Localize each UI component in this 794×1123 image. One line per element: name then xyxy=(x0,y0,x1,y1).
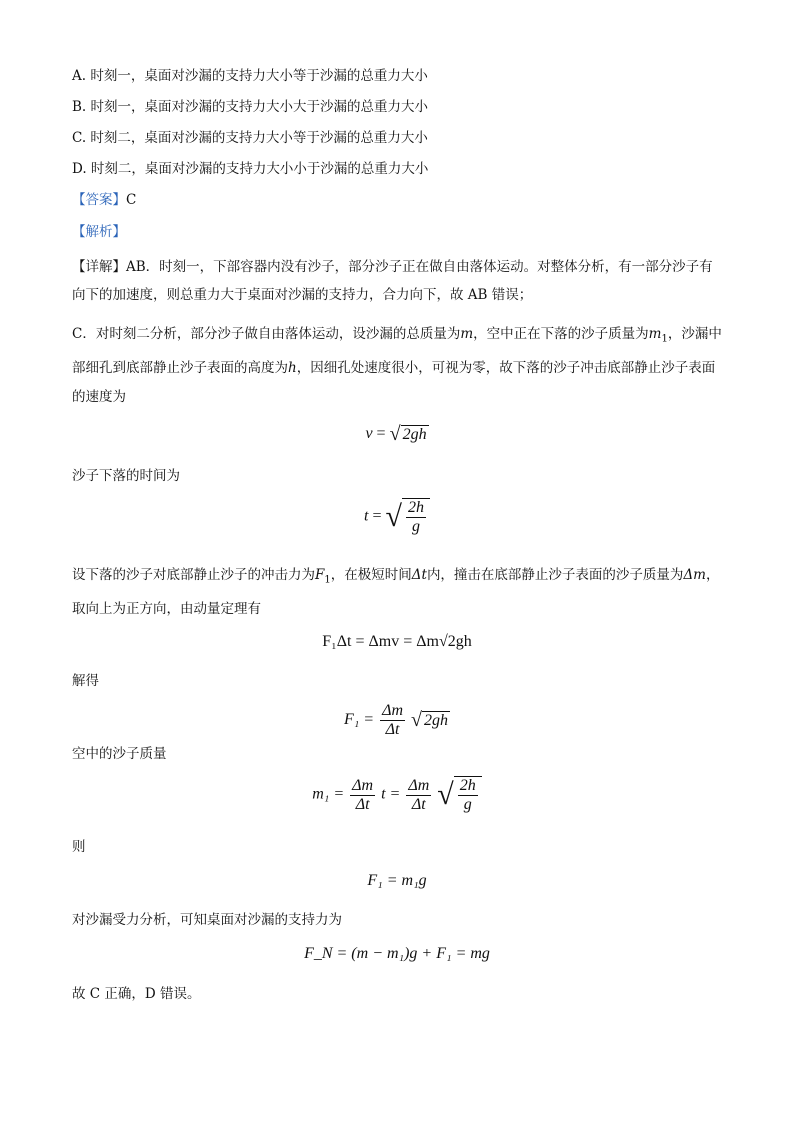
impact-text-2: ，在极短时间 xyxy=(330,567,412,583)
impact-text-3: 内，撞击在底部静止沙子表面的沙子质量为 xyxy=(426,567,684,583)
paragraph-c-text-2: ，空中正在下落的沙子质量为 xyxy=(473,326,649,342)
formula-f1-radicand: 2gh xyxy=(424,712,449,729)
impact-text-1: 设下落的沙子对底部静止沙子的冲击力为 xyxy=(72,567,315,583)
fall-time-label: 沙子下落的时间为 xyxy=(72,468,180,484)
air-mass-label: 空中的沙子质量 xyxy=(72,746,167,762)
var-h: h xyxy=(288,359,297,376)
formula-time xyxy=(0,498,794,536)
sqrt-symbol: √ 2gh xyxy=(389,423,427,445)
paragraph-c-text-3: ，沙漏中部细孔到底部静止沙子表面的高度为 xyxy=(72,326,722,376)
var-m1-sub: 1 xyxy=(661,333,668,345)
analysis-label: 【解析】 xyxy=(72,224,126,240)
then-label: 则 xyxy=(72,839,86,855)
sqrt-symbol: √ $\frac{2h}{g}$ xyxy=(437,776,481,814)
var-m: m xyxy=(460,326,474,342)
answer-label: 【答案】 xyxy=(72,192,126,208)
formula-t-num: 2h xyxy=(407,499,424,516)
formula-m1-den2: Δt xyxy=(411,795,426,813)
var-F-sub: 1 xyxy=(324,574,331,586)
var-dt: Δt xyxy=(411,567,427,583)
solve-label: 解得 xyxy=(72,673,99,689)
impact-text-4: ，取向上为正方向，由动量定理有 xyxy=(72,567,720,617)
formula-fn: F_N = (m − m₁)g + F₁ = mg xyxy=(304,945,490,962)
option-c: C. 时刻二，桌面对沙漏的支持力大小等于沙漏的总重力大小 xyxy=(72,130,428,146)
formula-velocity xyxy=(0,423,794,446)
answer-value: C xyxy=(126,192,137,208)
formula-t-eq: = xyxy=(372,507,382,525)
formula-f1-lhs: F₁ = xyxy=(343,711,375,729)
formula-v-radicand: 2gh xyxy=(402,426,427,443)
formula-m1 xyxy=(0,776,794,814)
option-d: D. 时刻二，桌面对沙漏的支持力大小小于沙漏的总重力大小 xyxy=(72,161,429,177)
answer-line xyxy=(72,190,136,210)
formula-m1-lhs: m₁ = xyxy=(312,785,345,803)
formula-m1-mid: t = xyxy=(381,785,401,803)
formula-f1 xyxy=(0,702,794,739)
formula-t-lhs: t xyxy=(364,507,369,525)
formula-f1-equals: F₁ = m₁g xyxy=(367,872,427,889)
option-a: A. 时刻一，桌面对沙漏的支持力大小等于沙漏的总重力大小 xyxy=(72,68,428,84)
formula-v-lhs: v xyxy=(365,425,373,443)
formula-f1-den: Δt xyxy=(385,721,400,738)
formula-m1-den: Δt xyxy=(355,795,370,813)
var-dm: Δm xyxy=(683,567,706,583)
paragraph-c xyxy=(72,320,726,412)
formula-m1-rden: g xyxy=(463,796,472,813)
paragraph-c-text-4: ，因细孔处速度很小，可视为零，故下落的沙子冲击底部静止沙子表面的速度为 xyxy=(72,359,716,405)
detail-paragraph xyxy=(72,253,726,309)
var-F: F xyxy=(315,567,325,583)
formula-momentum: F₁Δt = Δmv = Δm√2gh xyxy=(322,633,472,650)
option-b: B. 时刻一，桌面对沙漏的支持力大小大于沙漏的总重力大小 xyxy=(72,99,429,115)
var-m1: m xyxy=(648,326,662,342)
formula-v-eq: = xyxy=(376,425,386,443)
detail-label: 【详解】 xyxy=(72,259,126,275)
paragraph-c-text-1: C．对时刻二分析，部分沙子做自由落体运动，设沙漏的总质量为 xyxy=(72,326,461,342)
formula-m1-num: Δm xyxy=(352,776,374,794)
detail-text: AB．时刻一，下部容器内没有沙子，部分沙子正在做自由落体运动。对整体分析，有一部分沙子有向下的加速度，则总重力大于桌面对沙漏的支持力，合力向下，故 AB 错误； xyxy=(72,259,713,303)
formula-m1-num2: Δm xyxy=(408,776,430,794)
support-label: 对沙漏受力分析，可知桌面对沙漏的支持力为 xyxy=(72,912,342,928)
formula-m1-rnum: 2h xyxy=(459,777,476,794)
impact-paragraph xyxy=(72,561,726,624)
formula-f1-num: Δm xyxy=(382,702,404,719)
sqrt-symbol: √ 2gh xyxy=(411,709,449,731)
formula-t-den: g xyxy=(411,518,420,535)
sqrt-symbol: √ $\frac{2h}{g}$ xyxy=(386,498,430,536)
conclusion: 故 C 正确，D 错误。 xyxy=(72,986,201,1002)
